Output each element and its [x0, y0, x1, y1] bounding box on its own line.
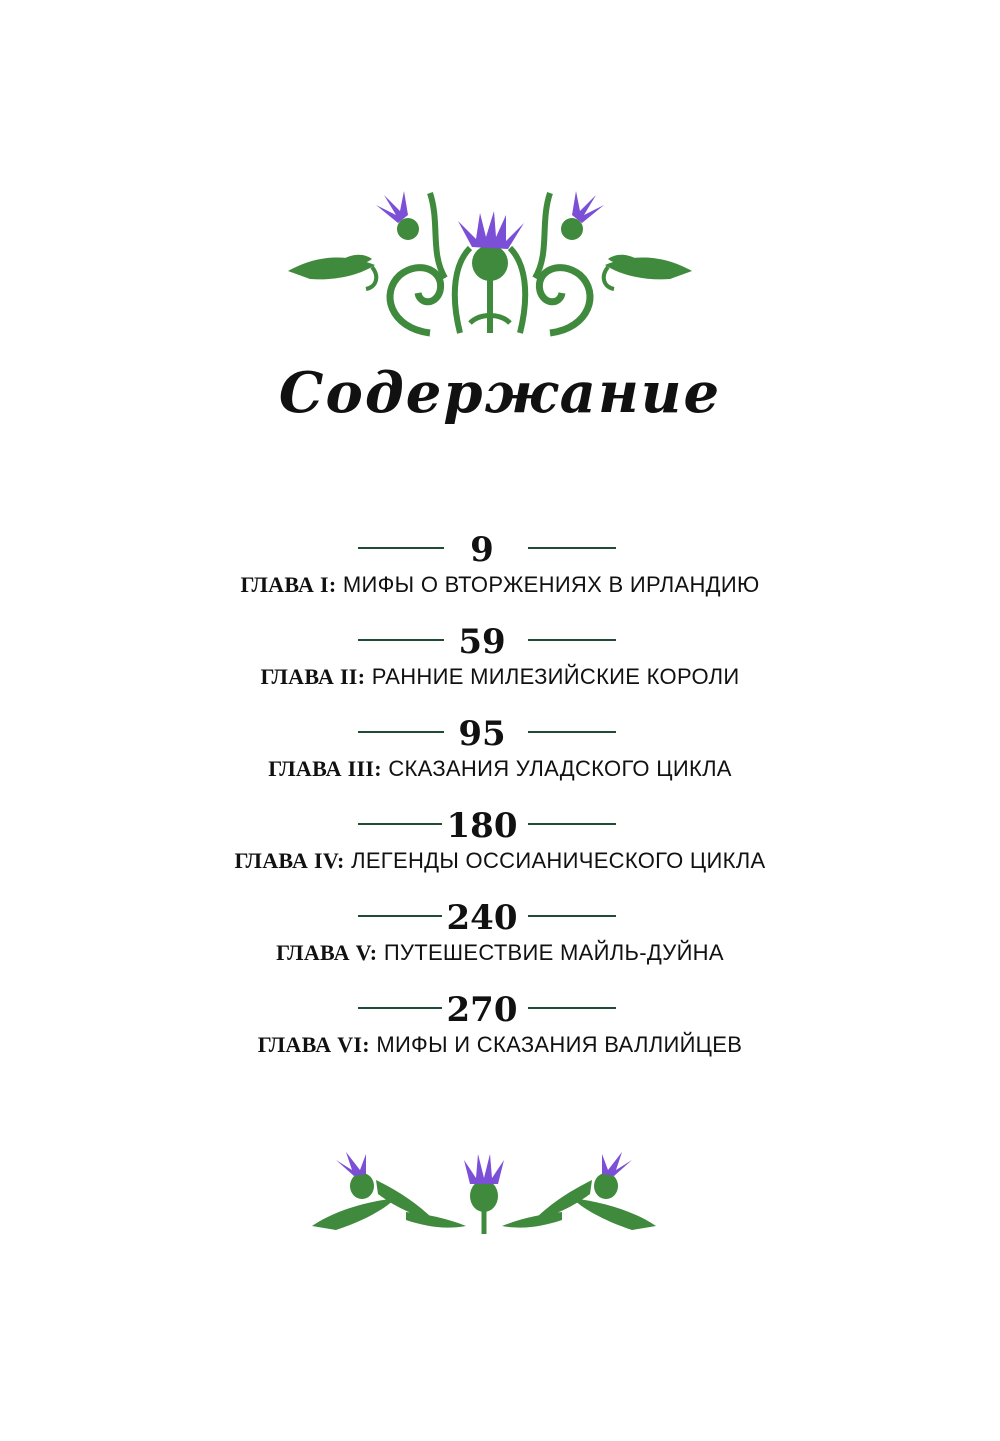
- chapter-title: ГЛАВА VI: МИФЫ И СКАЗАНИЯ ВАЛЛИЙЦЕВ: [257, 1032, 743, 1057]
- chapter-name: ЛЕГЕНДЫ ОССИАНИЧЕСКОГО ЦИКЛА: [351, 848, 766, 873]
- divider-rule: [358, 547, 444, 549]
- page-number: 59: [458, 622, 506, 662]
- chapter-title: ГЛАВА IV: ЛЕГЕНДЫ ОССИАНИЧЕСКОГО ЦИКЛА: [234, 848, 766, 873]
- chapter-name: РАННИЕ МИЛЕЗИЙСКИЕ КОРОЛИ: [371, 664, 740, 689]
- divider-rule: [528, 915, 616, 917]
- chapter-title: ГЛАВА V: ПУТЕШЕСТВИЕ МАЙЛЬ-ДУЙНА: [276, 940, 724, 965]
- chapter-name: СКАЗАНИЯ УЛАДСКОГО ЦИКЛА: [388, 756, 732, 781]
- divider-rule: [358, 915, 442, 917]
- divider-rule: [358, 823, 442, 825]
- chapter-label: ГЛАВА III: [268, 756, 375, 781]
- chapter-name: МИФЫ И СКАЗАНИЯ ВАЛЛИЙЦЕВ: [376, 1032, 743, 1057]
- chapter-title: ГЛАВА II: РАННИЕ МИЛЕЗИЙСКИЕ КОРОЛИ: [260, 664, 740, 689]
- chapter-label: ГЛАВА V: [276, 940, 370, 965]
- divider-rule: [528, 1007, 616, 1009]
- toc-entry[interactable]: [0, 988, 1000, 1080]
- divider-rule: [528, 823, 616, 825]
- page-title: Содержание: [278, 360, 722, 426]
- page-number: 9: [470, 530, 494, 570]
- page-number: 95: [458, 714, 506, 754]
- divider-rule: [358, 1007, 442, 1009]
- toc-entry[interactable]: [0, 712, 1000, 804]
- chapter-label: ГЛАВА II: [260, 664, 358, 689]
- chapter-label: ГЛАВА I: [240, 572, 329, 597]
- chapter-name: ПУТЕШЕСТВИЕ МАЙЛЬ-ДУЙНА: [383, 940, 724, 965]
- toc-entry[interactable]: [0, 620, 1000, 712]
- chapter-title: ГЛАВА I: МИФЫ О ВТОРЖЕНИЯХ В ИРЛАНДИЮ: [240, 572, 760, 597]
- divider-rule: [528, 731, 616, 733]
- divider-rule: [528, 547, 616, 549]
- toc-entry[interactable]: [0, 804, 1000, 896]
- chapter-title: ГЛАВА III: СКАЗАНИЯ УЛАДСКОГО ЦИКЛА: [268, 756, 732, 781]
- page-number: 240: [446, 898, 518, 938]
- table-of-contents: [0, 528, 1000, 1080]
- toc-entry[interactable]: [0, 896, 1000, 988]
- page-number: 270: [446, 990, 518, 1030]
- page-number: 180: [446, 806, 518, 846]
- toc-entry[interactable]: [0, 528, 1000, 620]
- chapter-label: ГЛАВА IV: [234, 848, 338, 873]
- divider-rule: [358, 731, 444, 733]
- divider-rule: [358, 639, 444, 641]
- chapter-label: ГЛАВА VI: [257, 1032, 363, 1057]
- divider-rule: [528, 639, 616, 641]
- thistle-ornament-icon: [306, 1150, 662, 1234]
- thistle-ornament-icon: [280, 183, 700, 338]
- chapter-name: МИФЫ О ВТОРЖЕНИЯХ В ИРЛАНДИЮ: [342, 572, 760, 597]
